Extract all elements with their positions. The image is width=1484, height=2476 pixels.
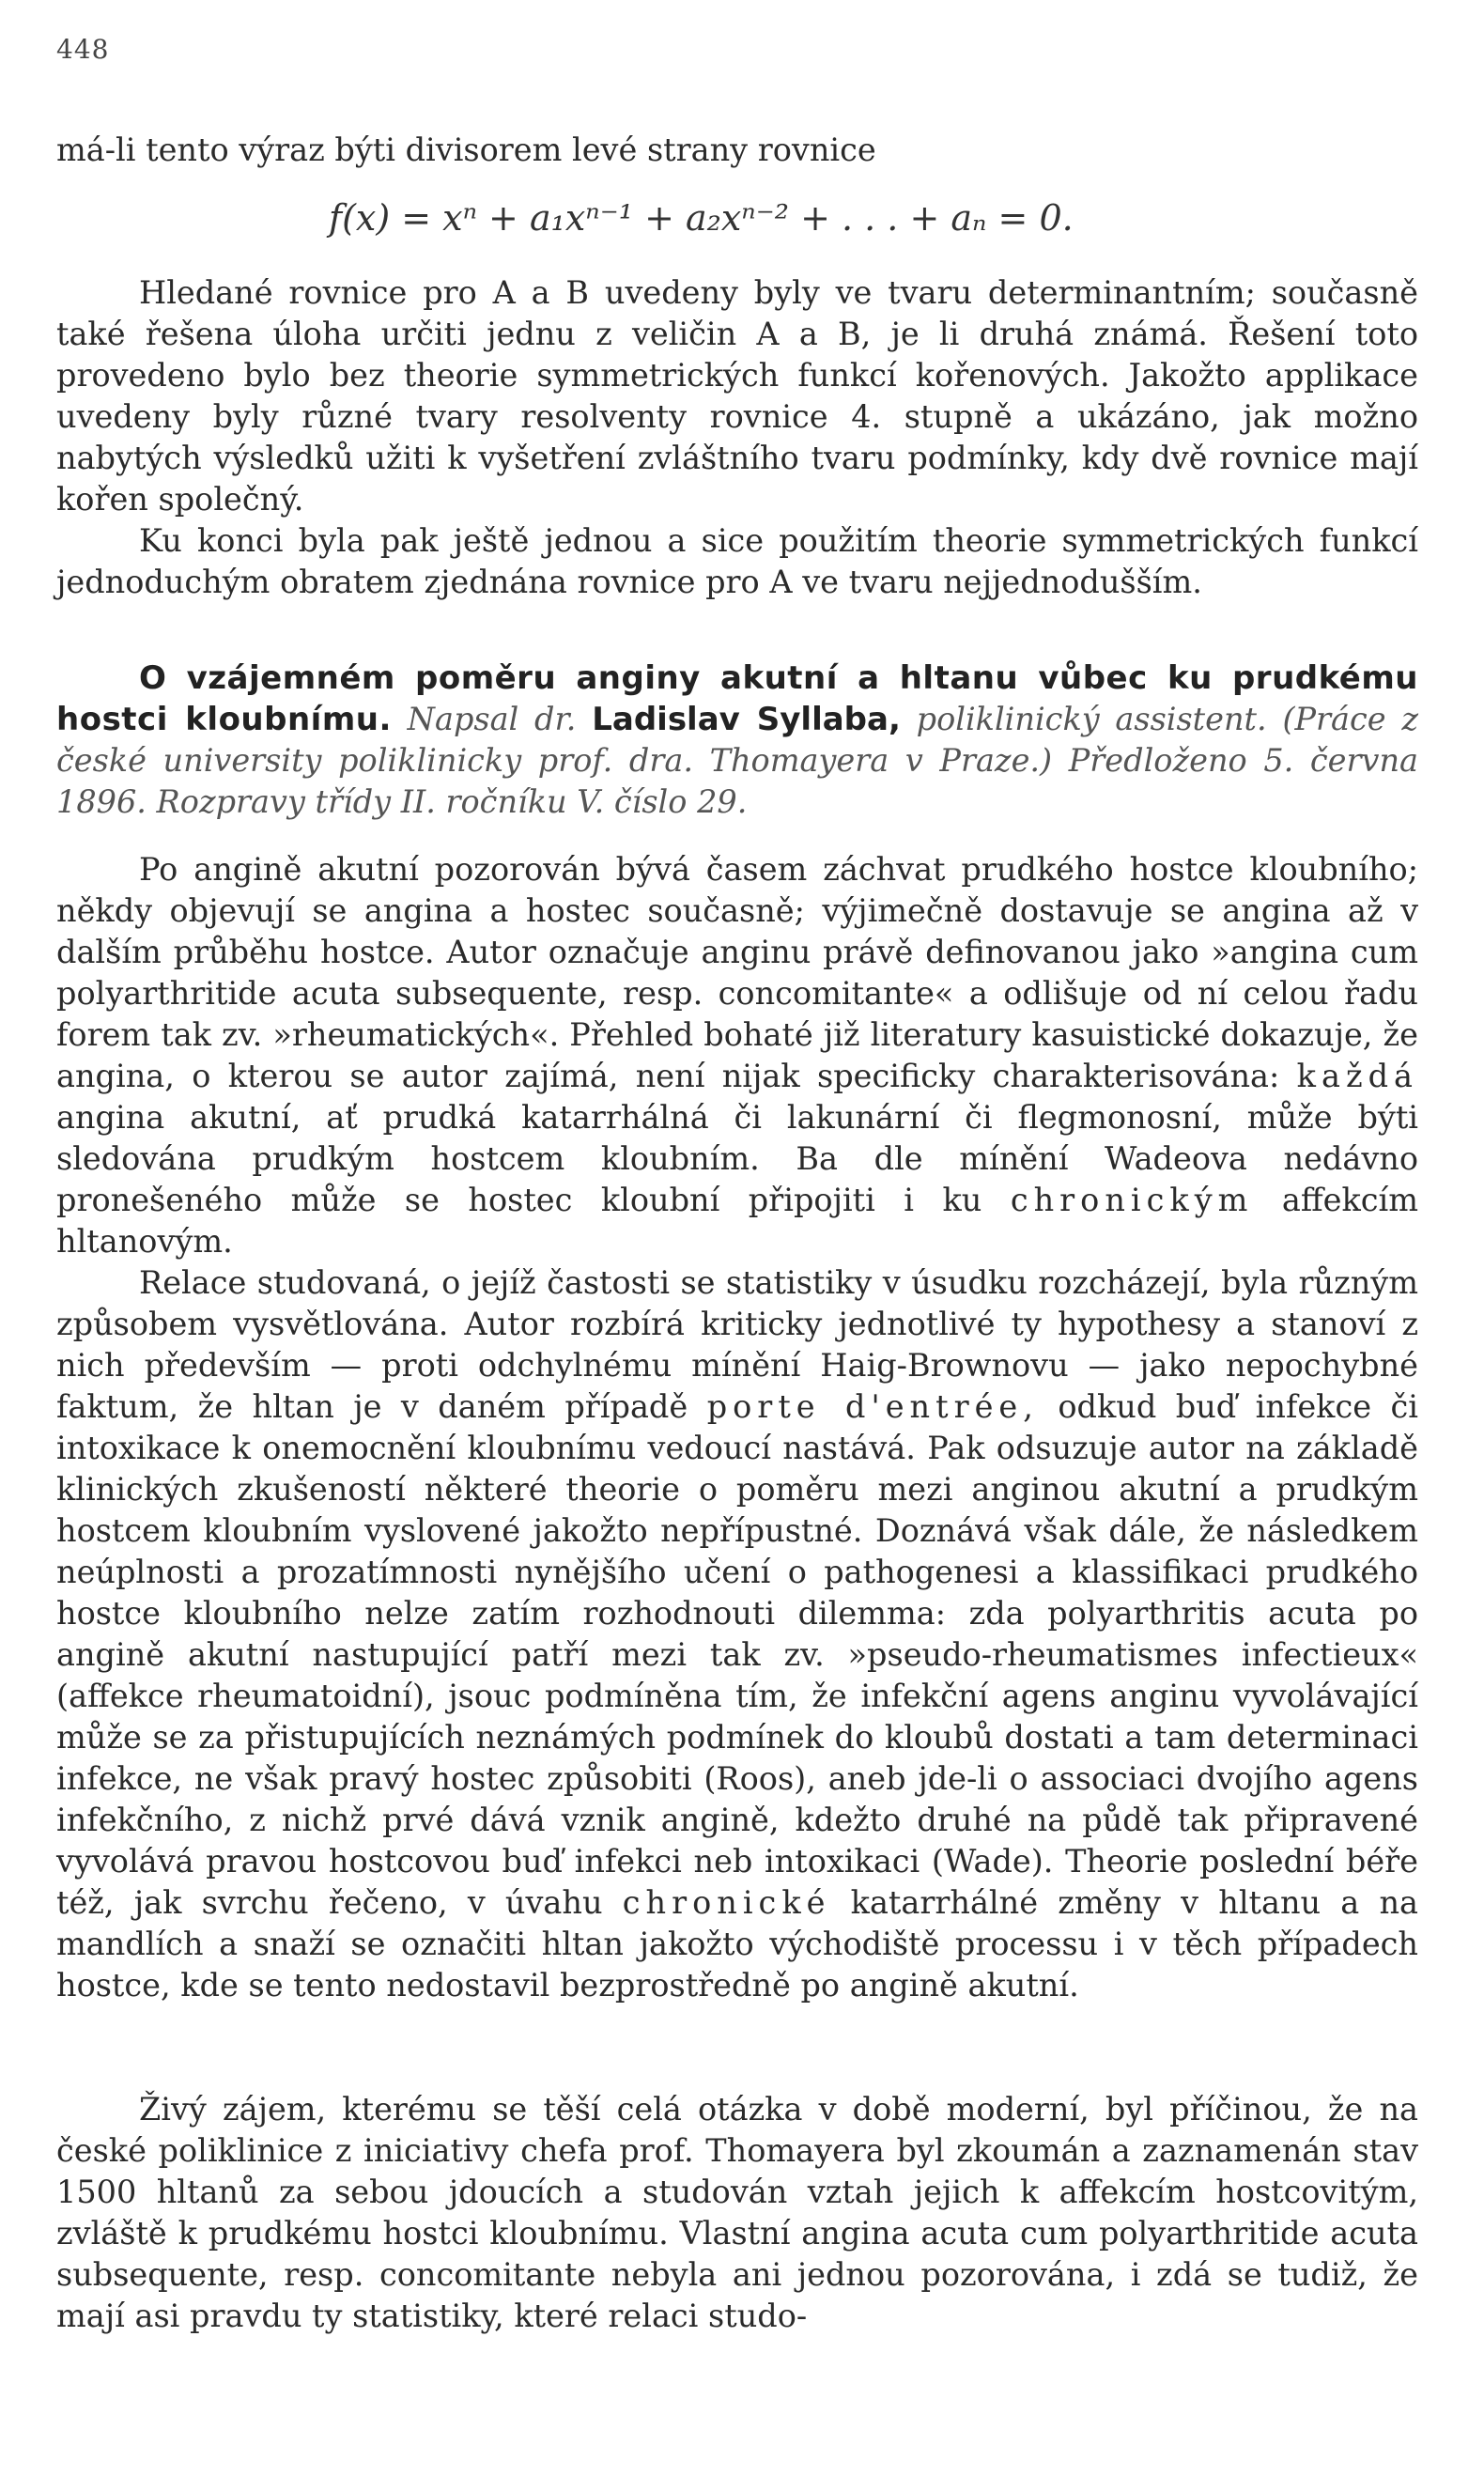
paragraph-text: katarrhálné změny v hltanu a na mandlích a snaží se označiti hltan jakožto východiště processu i v těch případech hostce, kde se tento nedostavil bezprostředně po angině akutní. — [56, 1884, 1418, 2004]
article-heading — [56, 658, 1418, 823]
paragraph-polyclinic-study: Živý zájem, kterému se těší celá otázka v době moderní, byl příčinou, že na české poliklinice z iniciativy chefa prof. Thomayera byl zkoumán a zaznamenán stav 1500 hltanů za sebou jdoucích a studován vztah jejich k affekcím hostcovitým, zvláště k prudkému hostci kloubnímu. Vlastní angina acuta cum polyarthritide acuta subsequente, resp. concomitante nebyla ani jednou pozorována, i zdá se tudiž, že mají asi pravdu ty statistiky, které relaci studo- — [56, 2091, 1418, 2334]
paragraph-relation-theories — [56, 1262, 1418, 2006]
paragraph-text: Relace studovaná, o jejíž častosti se statistiky v úsudku rozcházejí, byla různým způsobem vysvětlována. Autor rozbírá kriticky jednotlivé ty hypothesy a stanoví z nich především — proti odchylnému mínění Haig-Brownovu — jako nepochybné faktum, že hltan je v daném případě — [56, 1264, 1418, 1425]
polynomial-formula: f(x) = xⁿ + a₁xⁿ⁻¹ + a₂xⁿ⁻² + . . . + aₙ = 0. — [329, 197, 1074, 239]
paragraph-angina-description — [56, 849, 1418, 1262]
paragraph-determinant-form: Hledané rovnice pro A a B uvedeny byly ve tvaru determinantním; současně také řešena úloha určiti jednu z veličin A a B, je li druhá známá. Řešení toto provedeno bylo bez theorie symmetrických funkcí kořenových. Jakožto applikace uvedeny byly různé tvary resolventy rovnice 4. stupně a ukázáno, jak možno nabytých výsledků užiti k vyšetření zvláštního tvaru podmínky, kdy dvě rovnice mají kořen společný. — [56, 274, 1418, 518]
paragraph-text: affekcím hltanovým. — [56, 1182, 1419, 1260]
paragraph-symmetric-functions: Ku konci byla pak ještě jednou a sice použitím theorie symmetrických funkcí jednoduchým obratem zjednána rovnice pro A ve tvaru nejjednodušším. — [56, 522, 1418, 600]
paragraph-text: Po angině akutní pozorován bývá časem záchvat prudkého hostce kloubního; někdy objevují se angina a hostec současně; výjimečně dostavuje se angina až v dalším průběhu hostce. Autor označuje anginu právě definovanou jako »angina cum polyarthritide acuta subsequente, resp. concomitante« a odlišuje od ní celou řadu forem tak zv. »rheumatických«. Přehled bohaté již literatury kasuistické dokazuje, že angina, o kterou se autor zajímá, není nijak specificky charakterisována: — [56, 851, 1418, 1094]
author-role: poliklinický assistent. — [916, 701, 1267, 737]
emphasis-text: každá — [1296, 1058, 1419, 1094]
page-number: 448 — [56, 34, 110, 65]
article-source: (Práce z české university poliklinicky prof. dra. Thomayera v Praze.) Předloženo 5. června 1896. Rozpravy třídy II. ročníku V. číslo 29. — [56, 701, 1419, 820]
paragraph-text: angina akutní, ať prudká katarrhálná či lakunární či flegmonosní, může býti sledována prudkým hostcem kloubním. Ba dle mínění Wadeova nedávno pronešeného může se hostec kloubní připojiti i ku — [56, 1099, 1418, 1218]
emphasis-text: porte d'entrée, — [706, 1388, 1039, 1425]
emphasis-text: chronickým — [1010, 1182, 1254, 1218]
intro-line: má-li tento výraz býti divisorem levé strany rovnice — [56, 132, 876, 168]
article-author: Ladislav Syllaba, — [592, 701, 901, 738]
emphasis-text: chronické — [622, 1884, 831, 1921]
paragraph-text: odkud buď infekce či intoxikace k onemocnění kloubnímu vedoucí nastává. Pak odsuzuje autor na základě klinických zkušeností některé theorie o poměru mezi anginou akutní a prudkým hostcem kloubním vyslovené jakožto nepřípustné. Doznává však dále, že následkem neúplnosti a prozatímnosti nynějšího učení o pathogenesi a klassifikaci prudkého hostce kloubního nelze zatím rozhodnouti dilemma: zda polyarthritis acuta po angině akutní nastupující patří mezi tak zv. »pseudo-rheumatismes infectieux« (affekce rheumatoidní), jsouc podmíněna tím, že infekční agens anginu vyvolávající může se za přistupujících neznámých podmínek do kloubů dostati a tam determinaci infekce, ne však pravý hostec způsobiti (Roos), aneb jde-li o associaci dvojího agens infekčního, z nichž prvé dává vznik angině, kdežto druhé na půdě tak připravené vyvolává pravou hostcovou buď infekci neb intoxikaci (Wade). Theorie poslední béře též, jak svrchu řečeno, v úvahu — [56, 1388, 1418, 1921]
author-prefix: Napsal dr. — [407, 701, 577, 737]
article-title: O vzájemném poměru anginy akutní a hltanu vůbec ku prudkému hostci kloubnímu. — [56, 659, 1418, 738]
